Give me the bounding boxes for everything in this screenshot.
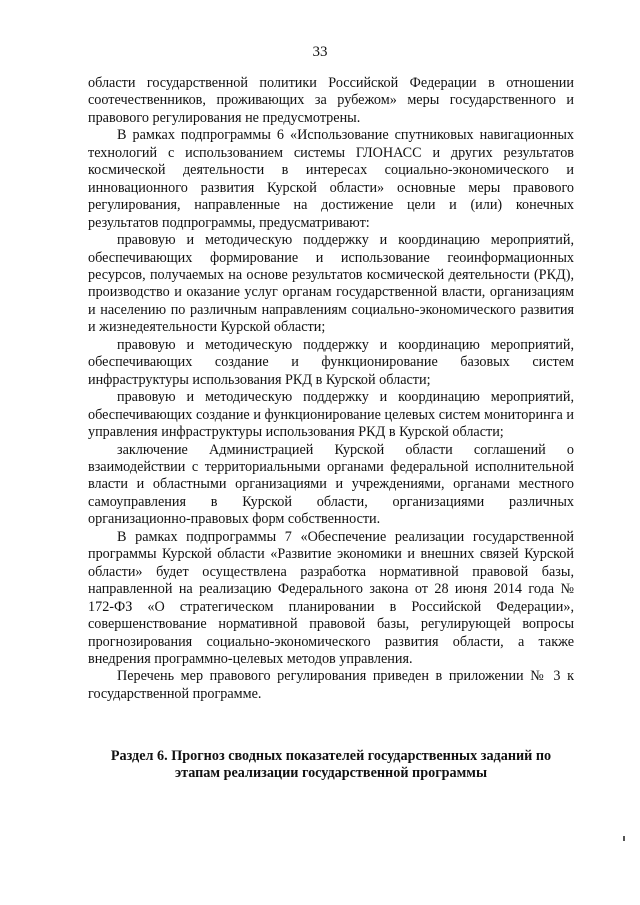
section-heading xyxy=(88,748,574,783)
page-number: 33 xyxy=(312,44,328,60)
paragraph-measure-monitoring: правовую и методическую поддержку и координацию мероприятий, обеспечивающих создание и функционирование целевых систем мониторинга и управления инфраструктуры использования РКД в Курской области; xyxy=(88,389,574,441)
section-heading-line-2: этапам реализации государственной программы xyxy=(174,765,488,782)
body-text xyxy=(88,75,574,703)
paragraph-measure-agreements: заключение Администрацией Курской области соглашений о взаимодействии с территориальными органами федеральной исполнительной власти и областными организациями и учреждениями, органами местного самоуправления в Курской области, организациями различных организационно-правовых форм собственности. xyxy=(88,441,574,528)
paragraph-measure-base-systems: правовую и методическую поддержку и координацию мероприятий, обеспечивающих создание и функционирование базовых систем инфраструктуры использования РКД в Курской области; xyxy=(88,336,574,388)
paragraph-measure-geoinformation: правовую и методическую поддержку и координацию мероприятий, обеспечивающих формирование и использование геоинформационных ресурсов, получаемых на основе результатов космической деятельности (РКД), производство и оказание услуг органам государственной власти, организациям и населению по различным направлениям социально-экономического развития и жизнедеятельности Курской области; xyxy=(88,232,574,336)
paragraph-subprogram-6-intro: В рамках подпрограммы 6 «Использование спутниковых навигационных технологий с использованием системы ГЛОНАСС и других результатов космической деятельности в интересах социально-экономического и инновационного развития Курской области» основные меры правового регулирования, направленные на достижение цели и (или) конечных результатов подпрограммы, предусматривают: xyxy=(88,127,574,231)
scan-mark xyxy=(623,836,625,841)
paragraph-appendix-reference: Перечень мер правового регулирования приведен в приложении № 3 к государственной программе. xyxy=(88,668,574,702)
paragraph-continuation: области государственной политики Российской Федерации в отношении соотечественников, проживающих за рубежом» меры государственного и правового регулирования не предусмотрены. xyxy=(88,75,574,126)
paragraph-subprogram-7: В рамках подпрограммы 7 «Обеспечение реализации государственной программы Курской области «Развитие экономики и внешних связей Курской области» будет осуществлена разработка нормативной правовой базы, направленной на реализацию Федерального закона от 28 июня 2014 года № 172-ФЗ «О стратегическом планировании в Российской Федерации», совершенствование нормативной правовой базы, регулирующей вопросы прогнозирования социально-экономического развития области, а также внедрения программно-целевых методов управления. xyxy=(88,528,574,667)
section-heading-line-1: Раздел 6. Прогноз сводных показателей государственных заданий по xyxy=(110,748,552,764)
